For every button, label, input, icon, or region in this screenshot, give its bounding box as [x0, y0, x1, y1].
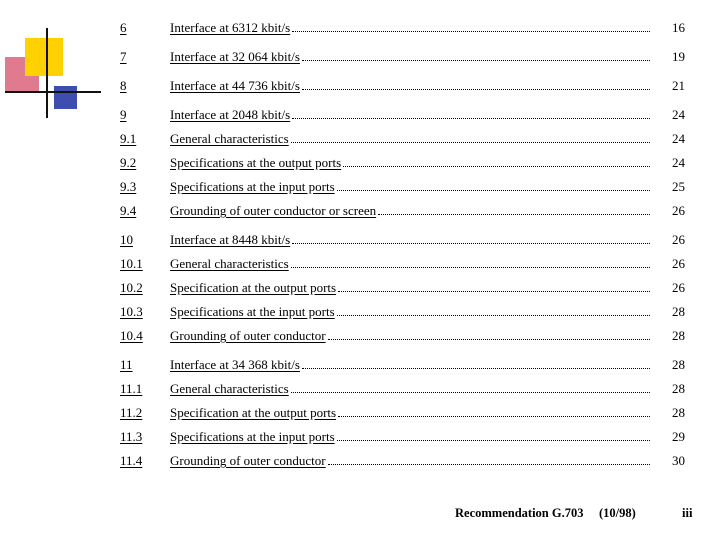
dot-leader — [338, 291, 650, 292]
toc-entry-title: Grounding of outer conductor — [170, 328, 326, 343]
dot-leader — [378, 214, 650, 215]
blue-square-shape — [54, 86, 77, 109]
toc-entry-title-cell — [170, 304, 335, 320]
toc-entry-title-cell — [170, 256, 289, 272]
toc-entry-title-cell — [170, 280, 336, 296]
toc-entry-page: 24 — [672, 155, 685, 170]
toc-entry — [120, 195, 690, 219]
toc-entry-title: Specification at the output ports — [170, 405, 337, 420]
toc-list — [120, 12, 690, 469]
toc-entry-number-cell — [120, 20, 170, 36]
toc-entry-title-cell — [170, 232, 290, 248]
dot-leader — [338, 416, 650, 417]
toc-entry — [120, 41, 690, 65]
horizontal-line-shape — [5, 91, 101, 93]
toc-entry-number: 11.2 — [120, 405, 143, 420]
dot-leader — [292, 31, 650, 32]
toc-entry — [120, 248, 690, 272]
toc-entry-title: Specifications at the input ports — [170, 429, 335, 444]
toc-entry-number: 10 — [120, 232, 133, 247]
toc-entry-title-cell — [170, 405, 336, 421]
toc-entry-number: 10.1 — [120, 256, 143, 271]
toc-entry-number: 9.3 — [120, 179, 137, 194]
toc-entry-page: 29 — [672, 429, 685, 444]
toc-entry-page: 28 — [672, 304, 685, 319]
toc-entry-title: Interface at 6312 kbit/s — [170, 20, 291, 35]
footer-date: (10/98) — [599, 506, 636, 520]
toc-entry-number: 9.1 — [120, 131, 137, 146]
toc-entry-title-cell — [170, 155, 341, 171]
toc-entry — [120, 349, 690, 373]
toc-entry-title-cell — [170, 49, 300, 65]
toc-entry — [120, 272, 690, 296]
toc-entry-title: Interface at 44 736 kbit/s — [170, 78, 300, 93]
toc-entry-title-cell — [170, 179, 335, 195]
toc-entry-title: Interface at 34 368 kbit/s — [170, 357, 300, 372]
dot-leader — [291, 142, 650, 143]
toc-entry-page: 24 — [672, 131, 685, 146]
vertical-line-shape — [46, 28, 48, 118]
toc-entry — [120, 421, 690, 445]
toc-entry-number: 10.4 — [120, 328, 143, 343]
toc-entry-title: Specifications at the output ports — [170, 155, 342, 170]
toc-entry-page: 28 — [672, 381, 685, 396]
toc-entry-number: 10.2 — [120, 280, 143, 295]
toc-entry-title-cell — [170, 107, 290, 123]
toc-entry-title-cell — [170, 328, 326, 344]
footer-recommendation-title: Recommendation G.703 — [455, 506, 584, 520]
toc-entry-number: 9 — [120, 107, 127, 122]
toc-entry-number-cell — [120, 232, 170, 248]
toc-entry-title: Interface at 8448 kbit/s — [170, 232, 291, 247]
toc-entry-title: Specifications at the input ports — [170, 179, 335, 194]
toc-entry — [120, 296, 690, 320]
toc-entry-page: 25 — [672, 179, 685, 194]
toc-entry-number-cell — [120, 49, 170, 65]
toc-entry — [120, 171, 690, 195]
toc-entry-title: Specification at the output ports — [170, 280, 337, 295]
toc-entry-number-cell — [120, 155, 170, 171]
toc-entry-page: 28 — [672, 328, 685, 343]
toc-entry-number: 6 — [120, 20, 127, 35]
toc-entry-number-cell — [120, 453, 170, 469]
toc-entry-page: 26 — [672, 256, 685, 271]
toc-entry-number-cell — [120, 381, 170, 397]
toc-entry-title: Interface at 32 064 kbit/s — [170, 49, 300, 64]
toc-entry-number-cell — [120, 131, 170, 147]
toc-entry-title: General characteristics — [170, 256, 289, 271]
toc-entry-title-cell — [170, 78, 300, 94]
dot-leader — [343, 166, 650, 167]
dot-leader — [337, 440, 650, 441]
toc-entry-title-cell — [170, 381, 289, 397]
dot-leader — [328, 339, 650, 340]
toc-entry-number-cell — [120, 256, 170, 272]
toc-entry-title: Grounding of outer conductor or screen — [170, 203, 377, 218]
toc-entry-page: 16 — [672, 20, 685, 35]
toc-entry-title-cell — [170, 453, 326, 469]
toc-entry — [120, 397, 690, 421]
toc-entry-number-cell — [120, 280, 170, 296]
yellow-square-shape — [25, 38, 63, 76]
toc-entry-number-cell — [120, 405, 170, 421]
toc-entry-page: 28 — [672, 357, 685, 372]
toc-entry-number-cell — [120, 328, 170, 344]
toc-entry-number: 7 — [120, 49, 127, 64]
toc-entry-page: 24 — [672, 107, 685, 122]
dot-leader — [302, 89, 650, 90]
toc-entry — [120, 445, 690, 469]
toc-entry — [120, 70, 690, 94]
toc-entry-page: 26 — [672, 203, 685, 218]
toc-entry-number: 9.2 — [120, 155, 137, 170]
dot-leader — [337, 315, 650, 316]
toc-entry-page: 28 — [672, 405, 685, 420]
decorative-logo — [0, 0, 120, 130]
dot-leader — [291, 392, 650, 393]
toc-entry — [120, 12, 690, 36]
toc-entry-page: 26 — [672, 232, 685, 247]
toc-entry-number: 10.3 — [120, 304, 143, 319]
toc-entry-number-cell — [120, 179, 170, 195]
dot-leader — [302, 60, 650, 61]
toc-entry-number: 8 — [120, 78, 127, 93]
toc-entry-number: 11.1 — [120, 381, 143, 396]
dot-leader — [328, 464, 650, 465]
toc-entry-title-cell — [170, 131, 289, 147]
toc-entry-title-cell — [170, 203, 376, 219]
toc-entry-title: Specifications at the input ports — [170, 304, 335, 319]
toc-entry-number: 11.3 — [120, 429, 143, 444]
dot-leader — [292, 243, 650, 244]
footer-page-number: iii — [682, 506, 693, 520]
toc-entry-page: 19 — [672, 49, 685, 64]
toc-entry — [120, 123, 690, 147]
toc-entry-title: General characteristics — [170, 131, 289, 146]
toc-entry-page: 30 — [672, 453, 685, 468]
toc-entry — [120, 373, 690, 397]
toc-entry — [120, 224, 690, 248]
toc-entry — [120, 320, 690, 344]
dot-leader — [292, 118, 650, 119]
toc-entry-number-cell — [120, 429, 170, 445]
toc-entry-page: 26 — [672, 280, 685, 295]
toc-entry — [120, 147, 690, 171]
toc-entry-title-cell — [170, 357, 300, 373]
toc-entry — [120, 99, 690, 123]
toc-entry-title: Interface at 2048 kbit/s — [170, 107, 291, 122]
dot-leader — [291, 267, 650, 268]
toc-entry-number: 11.4 — [120, 453, 143, 468]
toc-entry-title: Grounding of outer conductor — [170, 453, 326, 468]
toc-entry-title: General characteristics — [170, 381, 289, 396]
toc-entry-title-cell — [170, 429, 335, 445]
toc-entry-number-cell — [120, 357, 170, 373]
dot-leader — [302, 368, 650, 369]
toc-entry-number-cell — [120, 107, 170, 123]
toc-entry-title-cell — [170, 20, 290, 36]
toc-entry-number-cell — [120, 203, 170, 219]
toc-entry-number-cell — [120, 304, 170, 320]
dot-leader — [337, 190, 650, 191]
toc-entry-number: 9.4 — [120, 203, 137, 218]
toc-entry-number: 11 — [120, 357, 133, 372]
toc-entry-page: 21 — [672, 78, 685, 93]
toc-entry-number-cell — [120, 78, 170, 94]
